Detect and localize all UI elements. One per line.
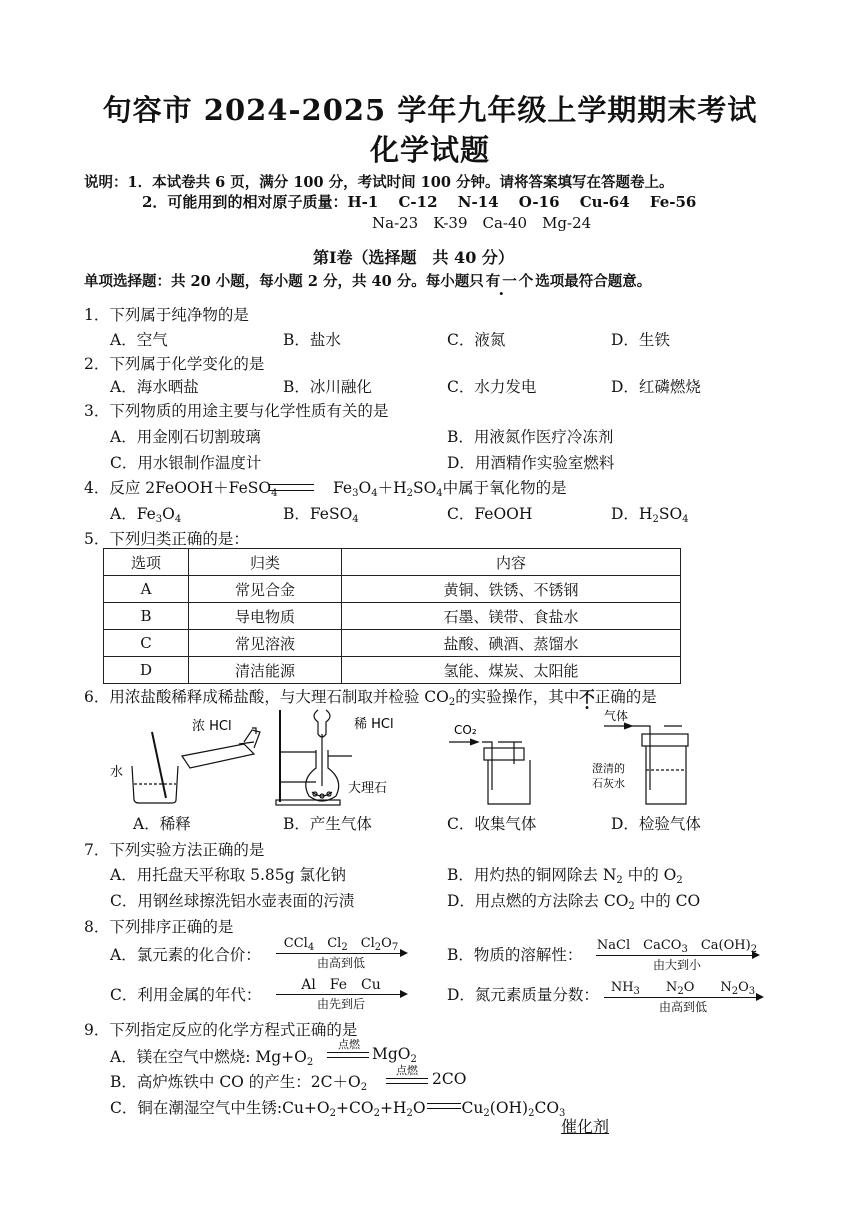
q6-option-a[interactable]: A．稀释 [133, 815, 191, 833]
q3-option-a[interactable]: A．用金刚石切割玻璃 [110, 428, 261, 446]
q7-option-a[interactable]: A．用托盘天平称取 5.85g 氯化钠 [110, 866, 346, 884]
q3-stem: 3．下列物质的用途主要与化学性质有关的是 [84, 402, 389, 420]
exam-title: 句容市 2024-2025 学年九年级上学期期末考试 [102, 93, 758, 127]
equals-sign [327, 1052, 369, 1058]
exam-subtitle: 化学试题 [369, 133, 490, 167]
emphasis-dots: 只有一个 [469, 273, 536, 290]
q4-option-a[interactable]: A．$Fe_3O_4$ [110, 505, 182, 525]
q4-option-b[interactable]: B．FeSO$_4$ [283, 505, 359, 525]
q8-b-arrow: NaCl CaCO$_3$ $Ca(OH)_2$ 由大到小 [596, 938, 758, 972]
table-cell: 常见合金 [189, 576, 342, 603]
q6-stem: 6．用浓盐酸稀释成稀盐酸，与大理石制取并检验 $CO_2$的实验操作，其中不正确的是 [84, 687, 657, 708]
dilution-apparatus [132, 728, 260, 803]
q9-option-c[interactable]: C．铜在潮湿空气中生锈$:Cu+O_2+CO_2+H_2O$ $Cu_2(OH)_2CO_3$ [110, 1099, 566, 1119]
emphasis-not: 不 [579, 687, 595, 706]
q3-option-b[interactable]: B．用液氮作医疗冷冻剂 [447, 428, 614, 446]
equals-sign [268, 484, 314, 491]
table-cell: 黄铜、铁锈、不锈钢 [342, 576, 681, 603]
q1-option-a[interactable]: A．空气 [110, 331, 168, 349]
table-cell: 导电物质 [189, 603, 342, 630]
q7-option-b[interactable]: B．用灼热的铜网除去 $N_2$ 中的 $O_2$ [447, 866, 683, 886]
q6-option-c[interactable]: C．收集气体 [447, 815, 537, 833]
label-co2: CO₂ [454, 723, 477, 737]
table-cell: 清洁能源 [189, 657, 342, 684]
instructions-line-3: Na-23 K-39 Ca-40 Mg-24 [372, 214, 592, 232]
q9-b-condition: 点燃 [396, 1064, 418, 1077]
q8-option-c[interactable]: C．利用金属的年代： [110, 986, 262, 1004]
q2-option-d[interactable]: D．红磷燃烧 [611, 378, 701, 396]
q3-option-d[interactable]: D．用酒精作实验室燃料 [447, 454, 615, 472]
gas-generator-apparatus [276, 710, 352, 805]
equals-sign [386, 1078, 428, 1084]
section-instruction: 单项选择题：共 20 小题，每小题 2 分，共 40 分。每小题只有一个选项最符合题意。 [84, 273, 652, 290]
q8-stem: 8．下列排序正确的是 [84, 918, 234, 936]
q2-option-a[interactable]: A．海水晒盐 [110, 378, 199, 396]
table-cell: D [104, 657, 189, 684]
table-row [104, 576, 681, 603]
label-limewater-2: 石灰水 [592, 777, 625, 790]
gas-collection-apparatus [449, 739, 530, 804]
q4-option-d[interactable]: D．$H_2SO_4$ [611, 505, 689, 525]
q6-option-d[interactable]: D．检验气体 [611, 815, 701, 833]
q9-stem: 9．下列指定反应的化学方程式正确的是 [84, 1021, 358, 1039]
label-gas: 气体 [604, 709, 629, 723]
q7-option-d[interactable]: D．用点燃的方法除去 $CO_2$ 中的 CO [447, 892, 701, 912]
label-dil-hcl: 稀 HCl [354, 717, 394, 732]
table-cell: 石墨、镁带、食盐水 [342, 603, 681, 630]
q3-option-c[interactable]: C．用水银制作温度计 [110, 454, 262, 472]
q2-option-c[interactable]: C．水力发电 [447, 378, 537, 396]
q5-stem: 5．下列归类正确的是： [84, 530, 249, 548]
q8-d-arrow: $NH_3$ $N_2O$ $N_2O_3$ 由高到低 [604, 976, 762, 1015]
q4-stem: 4．反应 2FeOOH＋FeSO$_4$ [84, 479, 278, 499]
q6-option-b[interactable]: B．产生气体 [283, 815, 372, 833]
q2-option-b[interactable]: B．冰川融化 [283, 378, 372, 396]
table-row [104, 603, 681, 630]
q8-c-arrow: Al Fe Cu 由先到后 [276, 974, 406, 1012]
classification-table [103, 548, 681, 684]
q8-a-arrow: CCl$_4$ $Cl_2$ $Cl_2O_7$ 由高到低 [276, 932, 406, 971]
lab-apparatus-diagrams [104, 708, 764, 810]
table-cell: C [104, 630, 189, 657]
table-cell: 常见溶液 [189, 630, 342, 657]
table-header: 内容 [342, 549, 681, 576]
section-title: 第Ⅰ卷（选择题 共 40 分） [313, 248, 514, 267]
table-row [104, 630, 681, 657]
table-cell: B [104, 603, 189, 630]
table-cell: 盐酸、碘酒、蒸馏水 [342, 630, 681, 657]
q9-a-product: MgO$_2$ [372, 1045, 417, 1065]
q9-option-b[interactable]: B．高炉炼铁中 CO 的产生：$2C+O_2$ [110, 1073, 368, 1093]
q9-b-product: 2CO [432, 1070, 467, 1088]
q8-option-a[interactable]: A．氯元素的化合价： [110, 946, 261, 964]
label-conc-hcl: 浓 HCl [192, 719, 232, 734]
label-limewater-1: 澄清的 [592, 762, 625, 775]
table-header-row [104, 549, 681, 576]
q7-stem: 7．下列实验方法正确的是 [84, 841, 265, 859]
q8-option-d[interactable]: D．氮元素质量分数： [447, 986, 599, 1004]
table-cell: A [104, 576, 189, 603]
q1-option-c[interactable]: C．液氮 [447, 331, 506, 349]
q1-stem: 1．下列属于纯净物的是 [84, 306, 249, 324]
q8-option-b[interactable]: B．物质的溶解性： [447, 946, 583, 964]
q4-option-c[interactable]: C．FeOOH [447, 505, 533, 523]
instructions-line-2: 2．可能用到的相对原子质量：H-1 C-12 N-14 O-16 Cu-64 Fe-56 [142, 193, 697, 211]
q7-option-c[interactable]: C．用钢丝球擦洗铝水壶表面的污渍 [110, 892, 355, 910]
instructions-line-1: 说明：1．本试卷共 6 页，满分 100 分，考试时间 100 分钟。请将答案填写在答题卷上。 [84, 174, 674, 191]
table-header: 归类 [189, 549, 342, 576]
label-marble: 大理石 [348, 781, 388, 796]
table-row [104, 657, 681, 684]
q1-option-b[interactable]: B．盐水 [283, 331, 341, 349]
q9-option-a[interactable]: A．镁在空气中燃烧: $Mg+O_2$ [110, 1048, 314, 1068]
q1-option-d[interactable]: D．生铁 [611, 331, 670, 349]
table-header: 选项 [104, 549, 189, 576]
q9-a-condition: 点燃 [338, 1038, 360, 1051]
table-cell: 氢能、煤炭、太阳能 [342, 657, 681, 684]
catalyst-label: 催化剂 [561, 1117, 610, 1136]
q4-stem-products: $Fe_3O_4+H_2SO_4$中属于氧化物的是 [333, 479, 567, 499]
q2-stem: 2．下列属于化学变化的是 [84, 355, 265, 373]
label-water: 水 [110, 765, 124, 780]
